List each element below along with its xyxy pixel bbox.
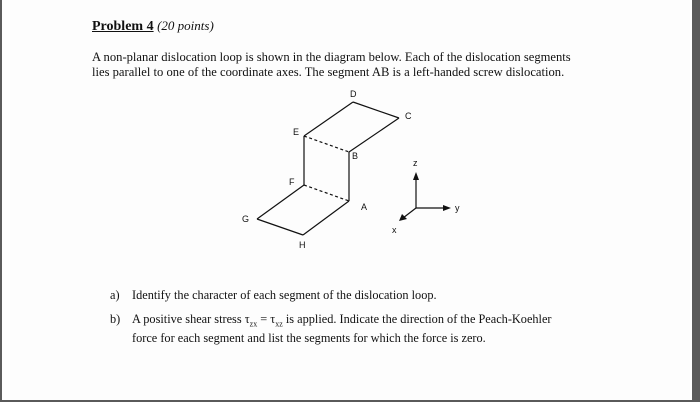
label-A: A xyxy=(361,202,368,212)
question-b xyxy=(110,312,610,346)
segment-FA xyxy=(304,185,349,201)
stress-subscript-xz: xz xyxy=(275,319,283,329)
question-b-line2: force for each segment and list the segments for which the force is zero. xyxy=(132,331,486,346)
intro-line-2: lies parallel to one of the coordinate axes. The segment AB is a left-handed screw dislocation. xyxy=(92,65,565,79)
segment-GH xyxy=(257,219,303,235)
segment-DE xyxy=(304,102,353,136)
label-G: G xyxy=(242,214,250,224)
question-b-part1: A positive shear stress τ xyxy=(132,312,250,326)
label-D: D xyxy=(350,89,357,99)
axis-label-x: x xyxy=(392,225,397,235)
segment-HA xyxy=(303,201,349,235)
intro-line-1: A non-planar dislocation loop is shown in the diagram below. Each of the dislocation segments xyxy=(92,50,571,64)
label-F: F xyxy=(289,177,295,187)
question-b-marker: b) xyxy=(110,312,121,326)
y-arrowhead xyxy=(443,205,451,211)
label-E: E xyxy=(293,127,300,137)
question-b-part2: is applied. Indicate the direction of the Peach-Koehler xyxy=(282,312,552,326)
label-B: B xyxy=(352,151,359,161)
question-a-text: Identify the character of each segment of the dislocation loop. xyxy=(132,288,437,302)
segment-DC xyxy=(353,102,399,118)
axis-label-z: z xyxy=(413,158,418,168)
segment-EB xyxy=(304,136,349,152)
x-axis xyxy=(403,208,416,218)
x-arrowhead xyxy=(399,214,407,221)
z-arrowhead xyxy=(413,172,419,180)
problem-label: Problem 4 xyxy=(92,19,154,34)
question-a xyxy=(110,288,437,303)
axis-label-y: y xyxy=(455,203,460,213)
question-b-eq: = τ xyxy=(257,312,276,326)
segment-CB xyxy=(349,118,399,152)
label-C: C xyxy=(405,111,412,121)
problem-points: (20 points) xyxy=(157,18,214,33)
segment-FG xyxy=(257,185,304,219)
question-a-marker: a) xyxy=(110,288,120,302)
document-page xyxy=(2,0,692,400)
label-H: H xyxy=(299,240,306,250)
stress-subscript-zx: zx xyxy=(249,319,258,329)
